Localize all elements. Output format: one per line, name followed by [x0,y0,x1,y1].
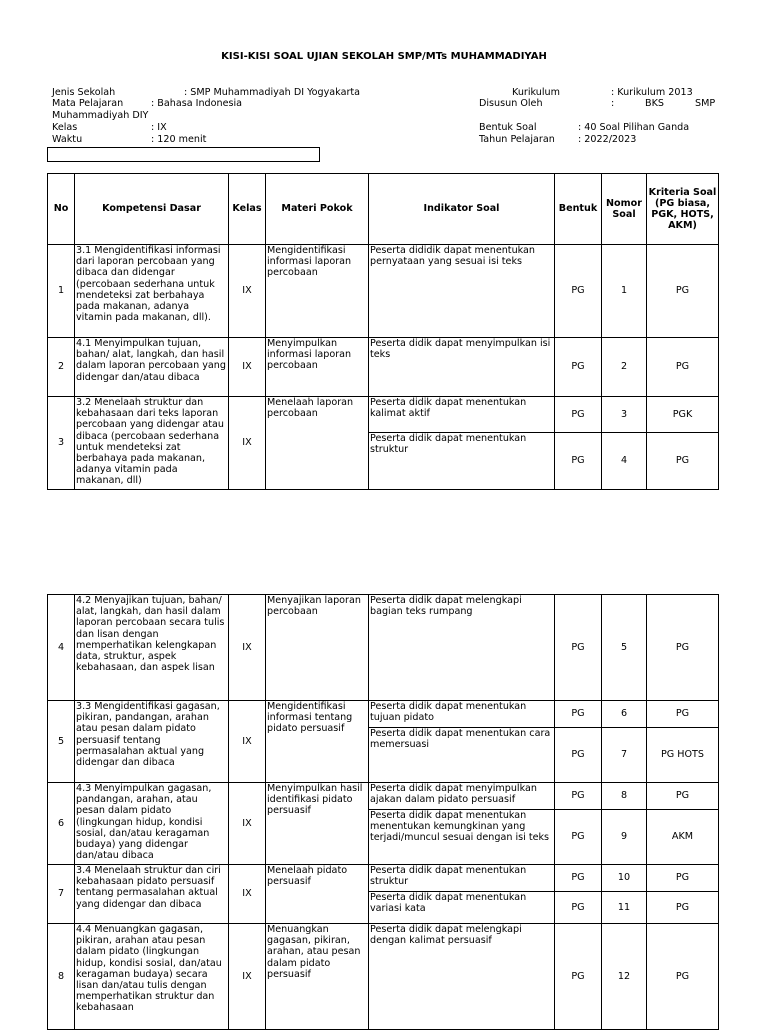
row-kd: 3.1 Mengidentifikasi informasi dari laporan percobaan yang dibaca dan didengar (percobaan sederhana untuk mendeteksi zat berbahaya pada makanan, adanya vitamin pada makanan, dll). [75,245,229,338]
row-kelas: IX [229,701,266,783]
row-nomor: 11 [602,892,647,924]
row-nomor: 8 [602,783,647,810]
row-bentuk: PG [555,728,602,783]
row-no: 7 [48,865,75,924]
row-nomor: 2 [602,338,647,397]
row-kelas: IX [229,924,266,1030]
row-nomor: 3 [602,397,647,433]
row-bentuk: PG [555,595,602,701]
row-bentuk: PG [555,245,602,338]
disusun-label: Disusun Oleh [479,98,543,109]
table-row [48,701,719,728]
disusun-colon: : [611,98,615,109]
kisi-table-part-1 [47,173,719,490]
row-kriteria: PG [647,701,719,728]
row-materi: Menyimpulkan informasi laporan percobaan [266,338,369,397]
row-materi: Menyimpulkan hasil identifikasi pidato persuasif [266,783,369,865]
row-indikator: Peserta didik dapat menentukan struktur [369,865,555,892]
row-indikator: Peserta didik dapat menentukan cara memersuasi [369,728,555,783]
row-bentuk: PG [555,783,602,810]
col-header-nomor: Nomor Soal [602,174,647,245]
row-kd: 4.1 Menyimpulkan tujuan, bahan/ alat, langkah, dan hasil dalam laporan percobaan yang didengar dan/atau dibaca [75,338,229,397]
row-kriteria: PG [647,865,719,892]
bentuk-soal-label: Bentuk Soal [479,122,537,133]
row-kd: 3.4 Menelaah struktur dan ciri kebahasaan pidato persuasif tentang permasalahan aktual yang didengar dan dibaca [75,865,229,924]
tahun-pelajaran-value: : 2022/2023 [578,134,637,145]
row-materi: Mengidentifikasi informasi tentang pidato persuasif [266,701,369,783]
table-header-row [48,174,719,245]
col-header-kriteria: Kriteria Soal (PG biasa, PGK, HOTS, AKM) [647,174,719,245]
row-materi: Menyajikan laporan percobaan [266,595,369,701]
document-title: KISI-KISI SOAL UJIAN SEKOLAH SMP/MTs MUHAMMADIYAH [221,51,547,62]
bentuk-soal-value: : 40 Soal Pilihan Ganda [578,122,690,133]
table-row [48,595,719,701]
row-nomor: 6 [602,701,647,728]
row-indikator: Peserta didik dapat menentukan variasi kata [369,892,555,924]
row-no: 3 [48,397,75,490]
row-kriteria: PG [647,338,719,397]
row-no: 8 [48,924,75,1030]
row-indikator: Peserta didik dapat menentukan struktur [369,433,555,490]
row-nomor: 10 [602,865,647,892]
col-header-indikator: Indikator Soal [369,174,555,245]
row-bentuk: PG [555,701,602,728]
row-indikator: Peserta didik dapat melengkapi dengan kalimat persuasif [369,924,555,1030]
row-kriteria: PG [647,924,719,1030]
row-materi: Menuangkan gagasan, pikiran, arahan, atau pesan dalam pidato persuasif [266,924,369,1030]
row-no: 1 [48,245,75,338]
row-nomor: 5 [602,595,647,701]
row-materi: Menelaah pidato persuasif [266,865,369,924]
row-kelas: IX [229,245,266,338]
table-row [48,783,719,810]
kelas-label: Kelas [52,122,78,133]
disusun-bks: BKS [645,98,664,109]
row-indikator: Peserta didik dapat menentukan kalimat aktif [369,397,555,433]
row-materi: Mengidentifikasi informasi laporan percobaan [266,245,369,338]
row-kriteria: AKM [647,810,719,865]
row-materi: Menelaah laporan percobaan [266,397,369,490]
row-indikator: Peserta didik dapat melengkapi bagian teks rumpang [369,595,555,701]
row-kd: 3.3 Mengidentifikasi gagasan, pikiran, pandangan, arahan atau pesan dalam pidato persuasif tentang permasalahan aktual yang didengar dan dibaca [75,701,229,783]
row-kelas: IX [229,338,266,397]
table-row [48,245,719,338]
row-bentuk: PG [555,865,602,892]
row-kd: 4.2 Menyajikan tujuan, bahan/ alat, langkah, dan hasil dalam laporan percobaan secara tulis dan lisan dengan memperhatikan kelengkapan data, struktur, aspek kebahasaan, dan aspek lisan [75,595,229,701]
row-kelas: IX [229,595,266,701]
row-indikator: Peserta dididik dapat menentukan pernyataan yang sesuai isi teks [369,245,555,338]
kelas-value: : IX [151,122,167,133]
table-row [48,338,719,397]
table-row [48,397,719,433]
kurikulum-label: Kurikulum [512,87,560,98]
disusun-smp: SMP [695,98,716,109]
row-no: 6 [48,783,75,865]
row-nomor: 4 [602,433,647,490]
mata-pelajaran-value: : Bahasa Indonesia [151,98,243,109]
row-nomor: 7 [602,728,647,783]
row-no: 5 [48,701,75,783]
row-kriteria: PG HOTS [647,728,719,783]
row-kd: 3.2 Menelaah struktur dan kebahasaan dari teks laporan percobaan yang didengar atau dibaca (percobaan sederhana untuk mendeteksi zat berbahaya pada makanan, adanya vitamin pada makanan, dll) [75,397,229,490]
table-row [48,924,719,1030]
row-indikator: Peserta didik dapat menentukan tujuan pidato [369,701,555,728]
row-kriteria: PG [647,433,719,490]
row-indikator: Peserta didik dapat menyimpulkan ajakan dalam pidato persuasif [369,783,555,810]
jenis-sekolah-label: Jenis Sekolah [52,87,116,98]
tahun-pelajaran-label: Tahun Pelajaran [479,134,555,145]
row-bentuk: PG [555,397,602,433]
row-no: 2 [48,338,75,397]
row-nomor: 1 [602,245,647,338]
waktu-value: : 120 menit [151,134,207,145]
waktu-label: Waktu [52,134,83,145]
row-indikator: Peserta didik dapat menentukan menentukan kemungkinan yang terjadi/muncul sesuai dengan isi teks [369,810,555,865]
row-bentuk: PG [555,810,602,865]
row-kelas: IX [229,783,266,865]
col-header-bentuk: Bentuk [555,174,602,245]
row-nomor: 9 [602,810,647,865]
row-kriteria: PG [647,595,719,701]
row-bentuk: PG [555,338,602,397]
row-kd: 4.4 Menuangkan gagasan, pikiran, arahan atau pesan dalam pidato (lingkungan hidup, kondisi sosial, dan/atau keragaman budaya) secara lisan dan/atau tulis dengan memperhatikan struktur dan kebahasaan [75,924,229,1030]
col-header-no: No [48,174,75,245]
row-bentuk: PG [555,433,602,490]
kurikulum-value: : Kurikulum 2013 [611,87,693,98]
jenis-sekolah-value: : SMP Muhammadiyah DI Yogyakarta [184,87,361,98]
muhammadiyah-continuation: Muhammadiyah DIY [52,110,149,121]
col-header-kelas: Kelas [229,174,266,245]
row-kriteria: PGK [647,397,719,433]
row-kelas: IX [229,865,266,924]
row-kd: 4.3 Menyimpulkan gagasan, pandangan, arahan, atau pesan dalam pidato (lingkungan hidup, kondisi sosial, dan/atau keragaman budaya) yang didengar dan/atau dibaca [75,783,229,865]
row-nomor: 12 [602,924,647,1030]
kisi-table-part-2 [47,594,719,1030]
row-kelas: IX [229,397,266,490]
col-header-kd: Kompetensi Dasar [75,174,229,245]
row-kriteria: PG [647,892,719,924]
mata-pelajaran-label: Mata Pelajaran [52,98,124,109]
row-kriteria: PG [647,245,719,338]
col-header-materi: Materi Pokok [266,174,369,245]
row-kriteria: PG [647,783,719,810]
row-no: 4 [48,595,75,701]
empty-box [47,147,320,162]
table-row [48,865,719,892]
row-bentuk: PG [555,924,602,1030]
row-indikator: Peserta didik dapat menyimpulkan isi teks [369,338,555,397]
row-bentuk: PG [555,892,602,924]
